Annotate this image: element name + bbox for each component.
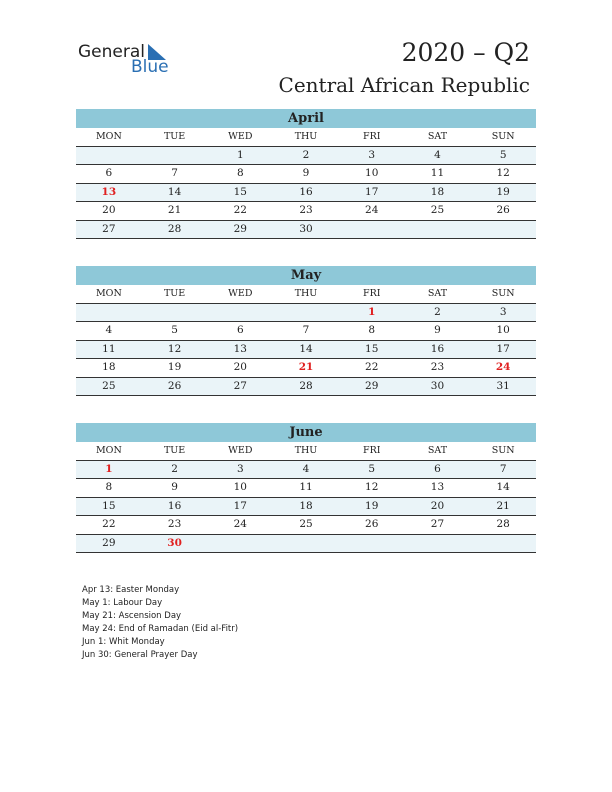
day-cell: 18 [299, 499, 313, 512]
holiday-day-cell: 21 [298, 361, 314, 373]
month-june [76, 423, 536, 553]
day-cell: 9 [434, 324, 441, 336]
day-cell: 7 [171, 167, 178, 179]
day-cell: 14 [496, 481, 510, 493]
empty-day-cell [76, 147, 142, 165]
day-cell: 11 [299, 481, 313, 493]
holiday-entry: May 24: End of Ramadan (Eid al-Fitr) [82, 624, 239, 634]
holiday-entry: May 21: Ascension Day [82, 611, 182, 621]
day-cell: 16 [167, 499, 182, 512]
day-cell: 10 [233, 481, 247, 493]
empty-day-cell [273, 304, 339, 322]
empty-day-cell [142, 147, 208, 165]
empty-day-cell [207, 535, 273, 553]
day-cell: 30 [430, 379, 445, 392]
day-cell: 31 [496, 379, 510, 392]
weekday-label: THU [294, 445, 318, 456]
day-cell: 12 [365, 481, 379, 493]
day-cell: 22 [233, 204, 247, 216]
day-cell: 5 [171, 324, 178, 336]
weekday-label: SUN [491, 445, 515, 456]
weekday-label: FRI [362, 445, 381, 456]
holiday-day-cell: 24 [495, 361, 511, 373]
day-cell: 6 [236, 324, 244, 336]
day-cell: 25 [299, 518, 313, 530]
empty-day-cell [405, 221, 471, 239]
week-row [76, 202, 536, 221]
day-cell: 11 [430, 167, 445, 179]
day-cell: 23 [167, 518, 182, 530]
weekday-label: WED [228, 445, 253, 456]
empty-day-cell [339, 221, 405, 239]
weekday-header-row [76, 285, 536, 304]
day-cell: 27 [430, 518, 445, 530]
day-cell: 22 [102, 518, 116, 530]
day-cell: 14 [299, 342, 313, 355]
holiday-entry: Apr 13: Easter Monday [82, 585, 180, 595]
day-cell: 5 [368, 462, 376, 475]
day-cell: 3 [499, 305, 507, 318]
day-cell: 19 [496, 185, 510, 198]
holiday-list [82, 584, 238, 662]
empty-day-cell [405, 535, 471, 553]
week-row [76, 341, 536, 360]
empty-day-cell [470, 535, 536, 553]
day-cell: 29 [233, 222, 247, 235]
weekday-label: MON [95, 445, 122, 456]
day-cell: 2 [302, 148, 310, 161]
empty-day-cell [339, 535, 405, 553]
week-row [76, 461, 536, 480]
day-cell: 10 [496, 324, 510, 336]
weekday-label: THU [294, 288, 318, 299]
holiday-day-cell: 1 [105, 462, 113, 475]
day-cell: 15 [233, 185, 247, 198]
day-cell: 4 [105, 324, 113, 336]
day-cell: 24 [365, 204, 379, 216]
logo-general-text: General [78, 42, 145, 62]
weekday-label: FRI [362, 131, 381, 142]
empty-day-cell [142, 304, 208, 322]
holiday-entry: May 1: Labour Day [82, 598, 163, 608]
day-cell: 14 [167, 185, 182, 198]
day-cell: 16 [430, 342, 445, 355]
day-cell: 25 [102, 379, 116, 392]
day-cell: 26 [167, 379, 182, 392]
day-cell: 7 [302, 324, 310, 336]
day-cell: 19 [365, 499, 379, 512]
weekday-label: SAT [427, 445, 448, 456]
weekday-label: WED [228, 131, 253, 142]
day-cell: 9 [302, 167, 310, 179]
day-cell: 19 [167, 361, 182, 373]
day-cell: 4 [302, 462, 310, 475]
month-name: June [76, 423, 536, 442]
week-row [76, 304, 536, 323]
month-name: May [76, 266, 536, 285]
week-row [76, 535, 536, 554]
weekday-label: SAT [427, 288, 448, 299]
day-cell: 28 [496, 518, 510, 530]
day-cell: 8 [236, 167, 244, 179]
day-cell: 1 [236, 148, 244, 161]
week-row [76, 359, 536, 378]
holiday-day-cell: 1 [368, 305, 376, 318]
day-cell: 13 [233, 342, 247, 355]
week-row [76, 184, 536, 203]
weekday-header-row [76, 442, 536, 461]
weekday-label: WED [228, 288, 253, 299]
day-cell: 11 [102, 342, 116, 355]
month-name: April [76, 109, 536, 128]
day-cell: 27 [102, 222, 116, 235]
day-cell: 8 [368, 324, 376, 336]
day-cell: 17 [365, 185, 379, 198]
weekday-label: THU [294, 131, 318, 142]
day-cell: 24 [233, 518, 247, 530]
day-cell: 22 [365, 361, 379, 373]
week-row [76, 165, 536, 184]
day-cell: 16 [299, 185, 313, 198]
day-cell: 7 [499, 462, 507, 475]
day-cell: 17 [233, 499, 247, 512]
day-cell: 23 [430, 361, 445, 373]
day-cell: 2 [171, 462, 178, 475]
empty-day-cell [273, 535, 339, 553]
logo-blue-text: Blue [131, 57, 169, 77]
weekday-label: TUE [163, 131, 186, 142]
day-cell: 20 [102, 204, 116, 216]
holiday-day-cell: 13 [101, 185, 117, 198]
day-cell: 9 [171, 481, 178, 493]
day-cell: 10 [365, 167, 379, 179]
day-cell: 15 [365, 342, 379, 355]
day-cell: 6 [105, 167, 113, 179]
weekday-label: FRI [362, 288, 381, 299]
weekday-label: SUN [491, 288, 515, 299]
weekday-label: SAT [427, 131, 448, 142]
weekday-label: MON [95, 288, 122, 299]
day-cell: 13 [430, 481, 445, 493]
day-cell: 28 [167, 222, 182, 235]
day-cell: 12 [496, 167, 510, 179]
day-cell: 12 [167, 342, 182, 355]
day-cell: 5 [499, 148, 507, 161]
day-cell: 2 [434, 305, 441, 318]
day-cell: 28 [299, 379, 313, 392]
day-cell: 18 [102, 361, 116, 373]
day-cell: 21 [167, 204, 182, 216]
page-title: 2020 – Q2 [401, 38, 530, 67]
day-cell: 3 [368, 148, 376, 161]
day-cell: 3 [236, 462, 244, 475]
day-cell: 21 [496, 499, 510, 512]
day-cell: 20 [233, 361, 247, 373]
day-cell: 18 [430, 185, 445, 198]
day-cell: 8 [105, 481, 113, 493]
day-cell: 30 [299, 222, 313, 235]
week-row [76, 322, 536, 341]
week-row [76, 147, 536, 166]
empty-day-cell [470, 221, 536, 239]
day-cell: 29 [365, 379, 379, 392]
holiday-entry: Jun 1: Whit Monday [82, 637, 165, 647]
country-subtitle: Central African Republic [278, 73, 530, 97]
day-cell: 26 [496, 204, 510, 216]
day-cell: 25 [430, 204, 445, 216]
weekday-label: TUE [163, 445, 186, 456]
holiday-day-cell: 30 [167, 536, 182, 549]
day-cell: 4 [434, 148, 441, 161]
month-may [76, 266, 536, 396]
day-cell: 23 [299, 204, 313, 216]
week-row [76, 516, 536, 535]
day-cell: 20 [430, 499, 445, 512]
holiday-entry: Jun 30: General Prayer Day [82, 650, 198, 660]
day-cell: 27 [233, 379, 247, 392]
empty-day-cell [207, 304, 273, 322]
month-april [76, 109, 536, 239]
week-row [76, 378, 536, 397]
weekday-header-row [76, 128, 536, 147]
day-cell: 15 [102, 499, 116, 512]
week-row [76, 221, 536, 240]
day-cell: 17 [496, 342, 510, 355]
weekday-label: MON [95, 131, 122, 142]
weekday-label: TUE [163, 288, 186, 299]
empty-day-cell [76, 304, 142, 322]
week-row [76, 498, 536, 517]
weekday-label: SUN [491, 131, 515, 142]
day-cell: 26 [365, 518, 379, 530]
day-cell: 6 [434, 462, 441, 475]
day-cell: 29 [102, 536, 116, 549]
week-row [76, 479, 536, 498]
